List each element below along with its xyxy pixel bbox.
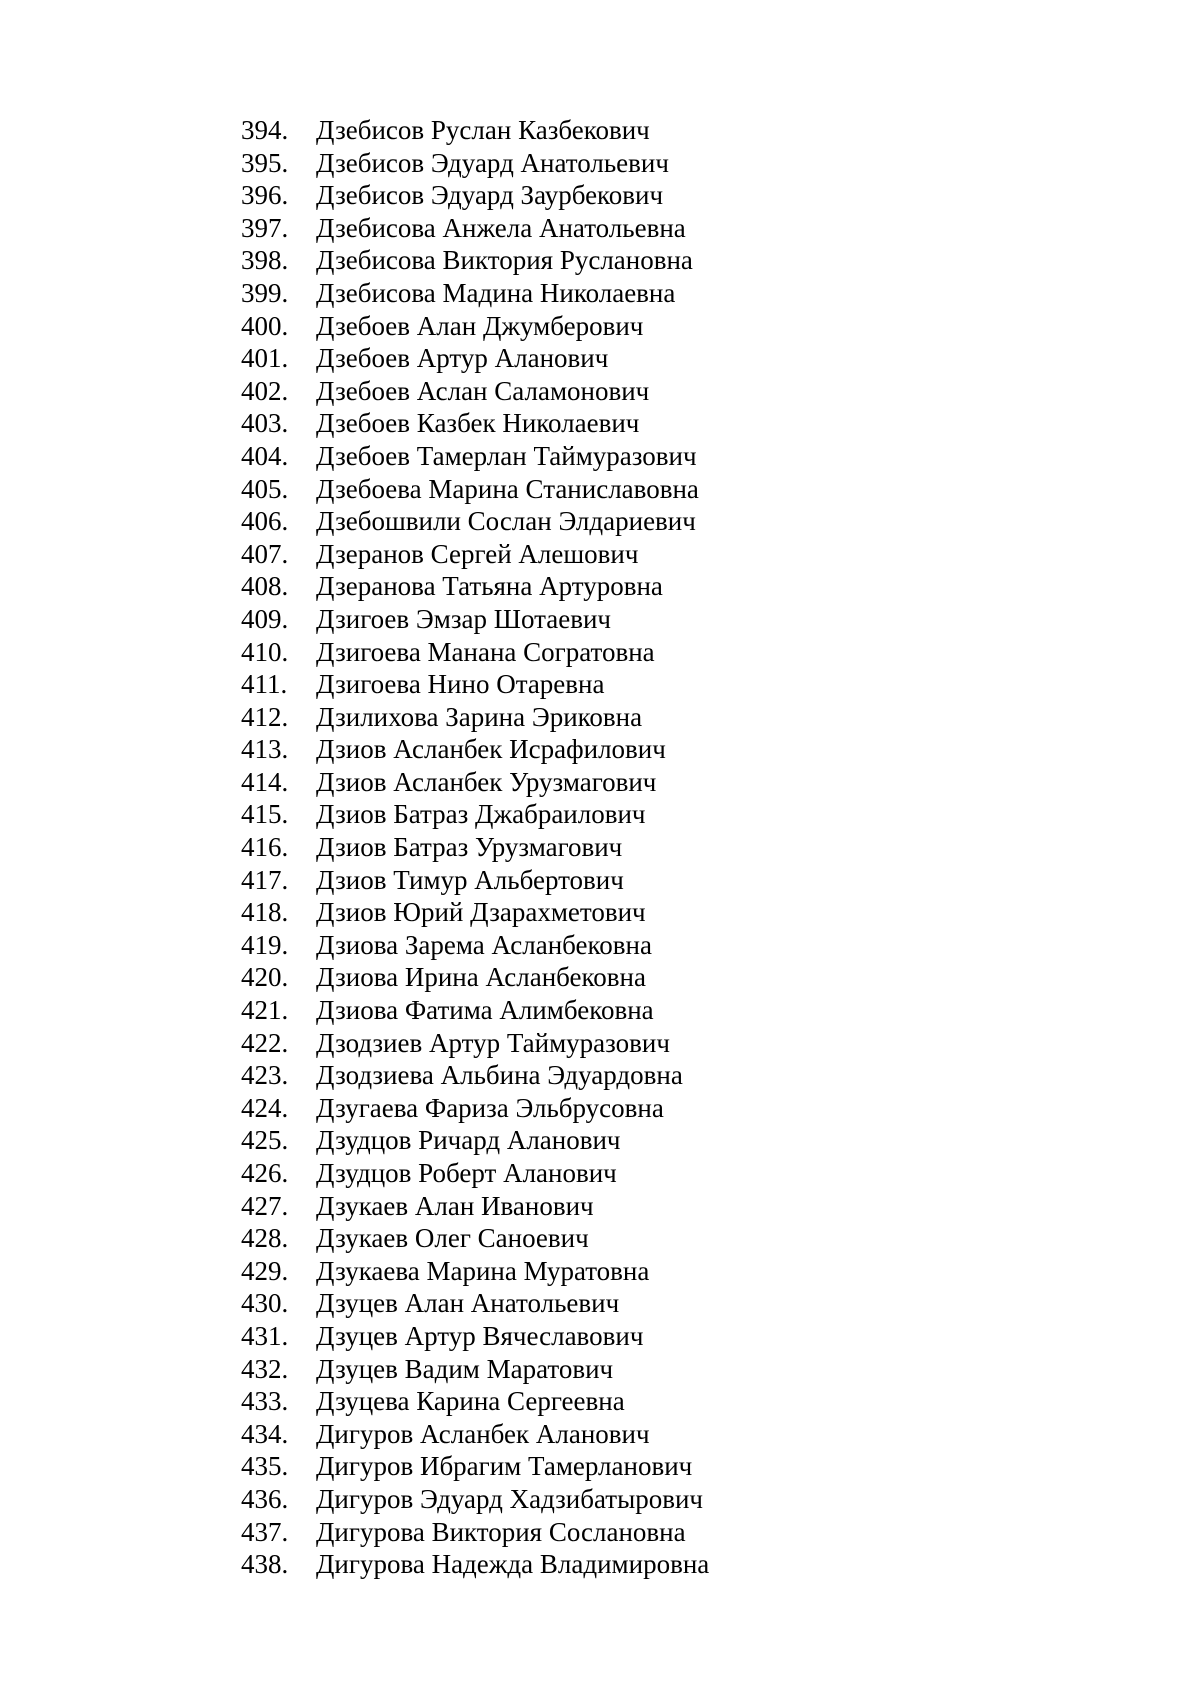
list-item xyxy=(0,668,1200,701)
entry-name: Дигурова Виктория Сослановна xyxy=(316,1516,686,1547)
list-item xyxy=(0,538,1200,571)
list-item xyxy=(0,473,1200,506)
entry-name: Дзебошвили Сослан Элдариевич xyxy=(316,506,696,537)
entry-number: 432. xyxy=(241,1353,289,1384)
entry-number: 408. xyxy=(241,571,289,602)
entry-name: Дзодзиев Артур Таймуразович xyxy=(316,1027,670,1058)
entry-number: 404. xyxy=(241,440,289,471)
entry-number: 396. xyxy=(241,180,289,211)
entry-name: Дзодзиева Альбина Эдуардовна xyxy=(316,1060,683,1091)
entry-name: Дигурова Надежда Владимировна xyxy=(316,1549,710,1580)
entry-name: Дзиов Батраз Джабраилович xyxy=(316,799,646,830)
list-item xyxy=(0,1320,1200,1353)
list-item xyxy=(0,505,1200,538)
list-item xyxy=(0,1450,1200,1483)
list-item xyxy=(0,1385,1200,1418)
entry-name: Дзигоева Нино Отаревна xyxy=(316,669,605,700)
entry-number: 409. xyxy=(241,603,289,634)
entry-name: Дзебоев Казбек Николаевич xyxy=(316,408,640,439)
list-item xyxy=(0,831,1200,864)
list-item xyxy=(0,212,1200,245)
entry-number: 398. xyxy=(241,245,289,276)
list-item xyxy=(0,701,1200,734)
entry-number: 433. xyxy=(241,1386,289,1417)
list-item xyxy=(0,114,1200,147)
entry-number: 420. xyxy=(241,962,289,993)
list-item xyxy=(0,864,1200,897)
list-item xyxy=(0,603,1200,636)
entry-number: 430. xyxy=(241,1288,289,1319)
list-item xyxy=(0,1027,1200,1060)
entry-number: 417. xyxy=(241,864,289,895)
entry-name: Дзудцов Ричард Аланович xyxy=(316,1125,621,1156)
entry-name: Дзугаева Фариза Эльбрусовна xyxy=(316,1092,664,1123)
list-item xyxy=(0,1157,1200,1190)
list-item xyxy=(0,342,1200,375)
entry-number: 410. xyxy=(241,636,289,667)
list-item xyxy=(0,929,1200,962)
entry-name: Дзуцев Артур Вячеславович xyxy=(316,1320,644,1351)
entry-name: Дзебоев Тамерлан Таймуразович xyxy=(316,440,697,471)
entry-number: 427. xyxy=(241,1190,289,1221)
entry-number: 421. xyxy=(241,995,289,1026)
entry-number: 429. xyxy=(241,1255,289,1286)
entry-name: Дигуров Ибрагим Тамерланович xyxy=(316,1451,693,1482)
entry-name: Дзиов Асланбек Исрафилович xyxy=(316,734,666,765)
entry-name: Дзукаев Олег Саноевич xyxy=(316,1223,589,1254)
entry-name: Дзебоев Алан Джумберович xyxy=(316,310,644,341)
entry-number: 407. xyxy=(241,538,289,569)
list-item xyxy=(0,961,1200,994)
list-item xyxy=(0,1287,1200,1320)
entry-name: Дзебисова Анжела Анатольевна xyxy=(316,212,686,243)
entry-number: 402. xyxy=(241,375,289,406)
entry-name: Дзигоева Манана Согратовна xyxy=(316,636,655,667)
entry-number: 418. xyxy=(241,897,289,928)
entry-number: 428. xyxy=(241,1223,289,1254)
list-item xyxy=(0,636,1200,669)
name-list xyxy=(0,114,1200,1581)
entry-name: Дзудцов Роберт Аланович xyxy=(316,1158,617,1188)
list-item xyxy=(0,1092,1200,1125)
entry-number: 395. xyxy=(241,147,289,178)
list-item xyxy=(0,440,1200,473)
list-item xyxy=(0,179,1200,212)
list-item xyxy=(0,798,1200,831)
entry-name: Дзебисова Мадина Николаевна xyxy=(316,277,676,308)
entry-number: 394. xyxy=(241,115,289,145)
entry-number: 413. xyxy=(241,734,289,765)
list-item xyxy=(0,1124,1200,1157)
entry-name: Дзебисов Эдуард Заурбекович xyxy=(316,180,664,211)
entry-number: 419. xyxy=(241,929,289,960)
list-item xyxy=(0,1516,1200,1549)
entry-number: 400. xyxy=(241,310,289,341)
entry-number: 425. xyxy=(241,1125,289,1156)
entry-name: Дзуцев Алан Анатольевич xyxy=(316,1288,620,1319)
entry-number: 435. xyxy=(241,1451,289,1482)
list-item xyxy=(0,1548,1200,1581)
entry-number: 422. xyxy=(241,1027,289,1058)
entry-name: Дигуров Эдуард Хадзибатырович xyxy=(316,1483,703,1514)
list-item xyxy=(0,244,1200,277)
entry-number: 412. xyxy=(241,701,289,732)
entry-number: 416. xyxy=(241,832,289,863)
entry-number: 426. xyxy=(241,1158,289,1188)
entry-name: Дзиов Юрий Дзарахметович xyxy=(316,897,646,928)
list-item xyxy=(0,1255,1200,1288)
list-item xyxy=(0,1190,1200,1223)
list-item xyxy=(0,994,1200,1027)
list-item xyxy=(0,896,1200,929)
entry-number: 423. xyxy=(241,1060,289,1091)
entry-number: 438. xyxy=(241,1549,289,1580)
entry-number: 399. xyxy=(241,277,289,308)
entry-name: Дзиов Тимур Альбертович xyxy=(316,864,624,895)
entry-number: 414. xyxy=(241,766,289,797)
list-item xyxy=(0,375,1200,408)
entry-number: 431. xyxy=(241,1320,289,1351)
entry-number: 424. xyxy=(241,1092,289,1123)
entry-name: Дзебоев Аслан Саламонович xyxy=(316,375,650,406)
entry-name: Дзиова Фатима Алимбековна xyxy=(316,995,654,1026)
entry-name: Дигуров Асланбек Аланович xyxy=(316,1418,650,1449)
entry-number: 436. xyxy=(241,1483,289,1514)
entry-name: Дзиова Ирина Асланбековна xyxy=(316,962,646,993)
entry-name: Дзебоева Марина Станиславовна xyxy=(316,473,699,504)
list-item xyxy=(0,277,1200,310)
entry-name: Дзуцева Карина Сергеевна xyxy=(316,1386,625,1417)
list-item xyxy=(0,1222,1200,1255)
entry-number: 437. xyxy=(241,1516,289,1547)
entry-name: Дзебисов Руслан Казбекович xyxy=(316,115,650,145)
entry-name: Дзеранов Сергей Алешович xyxy=(316,538,639,569)
entry-number: 397. xyxy=(241,212,289,243)
entry-name: Дзигоев Эмзар Шотаевич xyxy=(316,603,611,634)
entry-number: 411. xyxy=(241,669,288,700)
entry-number: 401. xyxy=(241,343,289,374)
entry-number: 405. xyxy=(241,473,289,504)
list-item xyxy=(0,570,1200,603)
list-item xyxy=(0,766,1200,799)
entry-number: 406. xyxy=(241,506,289,537)
list-item xyxy=(0,1418,1200,1451)
entry-name: Дзебисов Эдуард Анатольевич xyxy=(316,147,669,178)
entry-name: Дзиов Батраз Урузмагович xyxy=(316,832,623,863)
entry-name: Дзебисова Виктория Руслановна xyxy=(316,245,693,276)
list-item xyxy=(0,1059,1200,1092)
entry-name: Дзиов Асланбек Урузмагович xyxy=(316,766,657,797)
entry-name: Дзеранова Татьяна Артуровна xyxy=(316,571,663,602)
list-item xyxy=(0,407,1200,440)
list-item xyxy=(0,733,1200,766)
entry-name: Дзиова Зарема Асланбековна xyxy=(316,929,652,960)
list-item xyxy=(0,1483,1200,1516)
entry-name: Дзукаев Алан Иванович xyxy=(316,1190,594,1221)
entry-number: 415. xyxy=(241,799,289,830)
entry-number: 434. xyxy=(241,1418,289,1449)
list-item xyxy=(0,1353,1200,1386)
list-item xyxy=(0,147,1200,180)
entry-number: 403. xyxy=(241,408,289,439)
entry-name: Дзукаева Марина Муратовна xyxy=(316,1255,650,1286)
list-item xyxy=(0,310,1200,343)
entry-name: Дзилихова Зарина Эриковна xyxy=(316,701,643,732)
entry-name: Дзебоев Артур Аланович xyxy=(316,343,609,374)
entry-name: Дзуцев Вадим Маратович xyxy=(316,1353,614,1384)
